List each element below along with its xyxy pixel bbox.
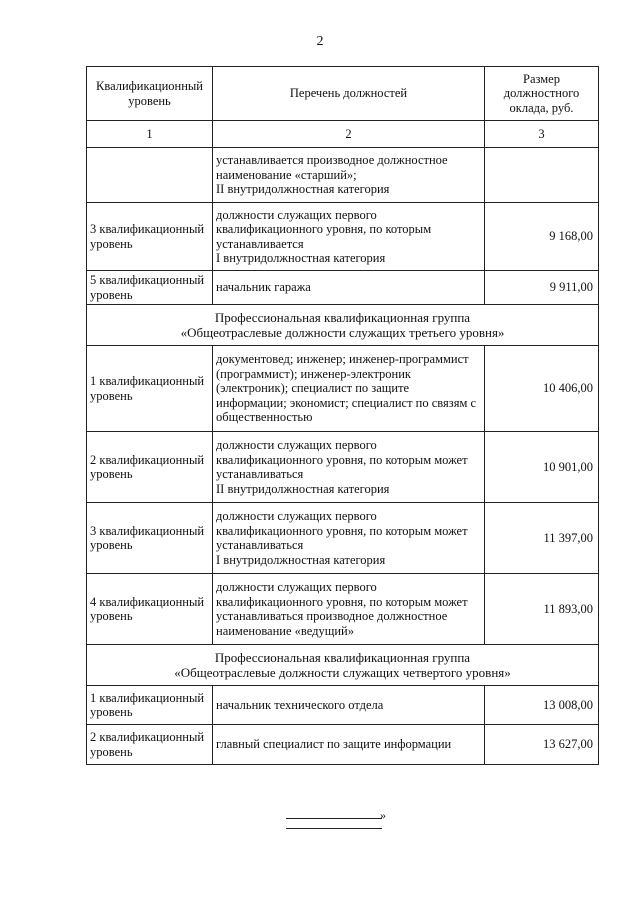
header-positions: Перечень должностей [213, 67, 485, 121]
salary-cell: 10 901,00 [485, 432, 599, 503]
level-cell: 4 квалификационный уровень [87, 574, 213, 645]
salary-table-body [87, 67, 599, 765]
level-cell: 2 квалификационный уровень [87, 432, 213, 503]
header-level: Квалификационный уровень [87, 67, 213, 121]
positions-cell: должности служащих первого квалификационного уровня, по которым устанавливается I внутридолжностная категория [213, 203, 485, 271]
positions-cell: должности служащих первого квалификационного уровня, по которым может устанавливаться I внутридолжностная категория [213, 503, 485, 574]
salary-cell: 13 008,00 [485, 686, 599, 725]
positions-cell: начальник технического отдела [213, 686, 485, 725]
salary-cell: 9 168,00 [485, 203, 599, 271]
page-number: 2 [316, 34, 324, 49]
group-title: Профессиональная квалификационная группа «Общеотраслевые должности служащих четвертого уровня» [87, 645, 599, 686]
table-row [87, 503, 599, 574]
salary-cell: 11 893,00 [485, 574, 599, 645]
positions-cell: главный специалист по защите информации [213, 725, 485, 765]
salary-cell: 11 397,00 [485, 503, 599, 574]
table-row [87, 725, 599, 765]
closing-line [286, 808, 386, 822]
level-cell [87, 148, 213, 203]
column-number-3: 3 [485, 121, 599, 148]
positions-cell: документовед; инженер; инженер-программист (программист); инженер-электроник (электроник); специалист по защите информации; экономист; специалист по связям с общественностью [213, 346, 485, 432]
table-row [87, 686, 599, 725]
closing-quote: » [380, 808, 386, 822]
positions-cell: должности служащих первого квалификационного уровня, по которым может устанавливаться производное должностное наименование «ведущий» [213, 574, 485, 645]
level-cell: 3 квалификационный уровень [87, 203, 213, 271]
table-row [87, 203, 599, 271]
positions-cell: должности служащих первого квалификационного уровня, по которым может устанавливаться II внутридолжностная категория [213, 432, 485, 503]
group-title-row [87, 305, 599, 346]
header-salary: Размер должностного оклада, руб. [485, 67, 599, 121]
level-cell: 3 квалификационный уровень [87, 503, 213, 574]
table-header-row [87, 67, 599, 121]
column-number-row [87, 121, 599, 148]
table-row [87, 148, 599, 203]
positions-cell: устанавливается производное должностное наименование «старший»; II внутридолжностная категория [213, 148, 485, 203]
column-number-2: 2 [213, 121, 485, 148]
salary-cell: 9 911,00 [485, 271, 599, 305]
column-number-1: 1 [87, 121, 213, 148]
salary-table [86, 66, 599, 765]
table-row [87, 271, 599, 305]
group-title-row [87, 645, 599, 686]
table-row [87, 346, 599, 432]
level-cell: 2 квалификационный уровень [87, 725, 213, 765]
level-cell: 1 квалификационный уровень [87, 346, 213, 432]
closing-line-lower [286, 828, 382, 829]
salary-cell: 10 406,00 [485, 346, 599, 432]
table-row [87, 432, 599, 503]
positions-cell: начальник гаража [213, 271, 485, 305]
table-row [87, 574, 599, 645]
salary-cell [485, 148, 599, 203]
level-cell: 1 квалификационный уровень [87, 686, 213, 725]
salary-cell: 13 627,00 [485, 725, 599, 765]
level-cell: 5 квалификационный уровень [87, 271, 213, 305]
group-title: Профессиональная квалификационная группа «Общеотраслевые должности служащих третьего уровня» [87, 305, 599, 346]
